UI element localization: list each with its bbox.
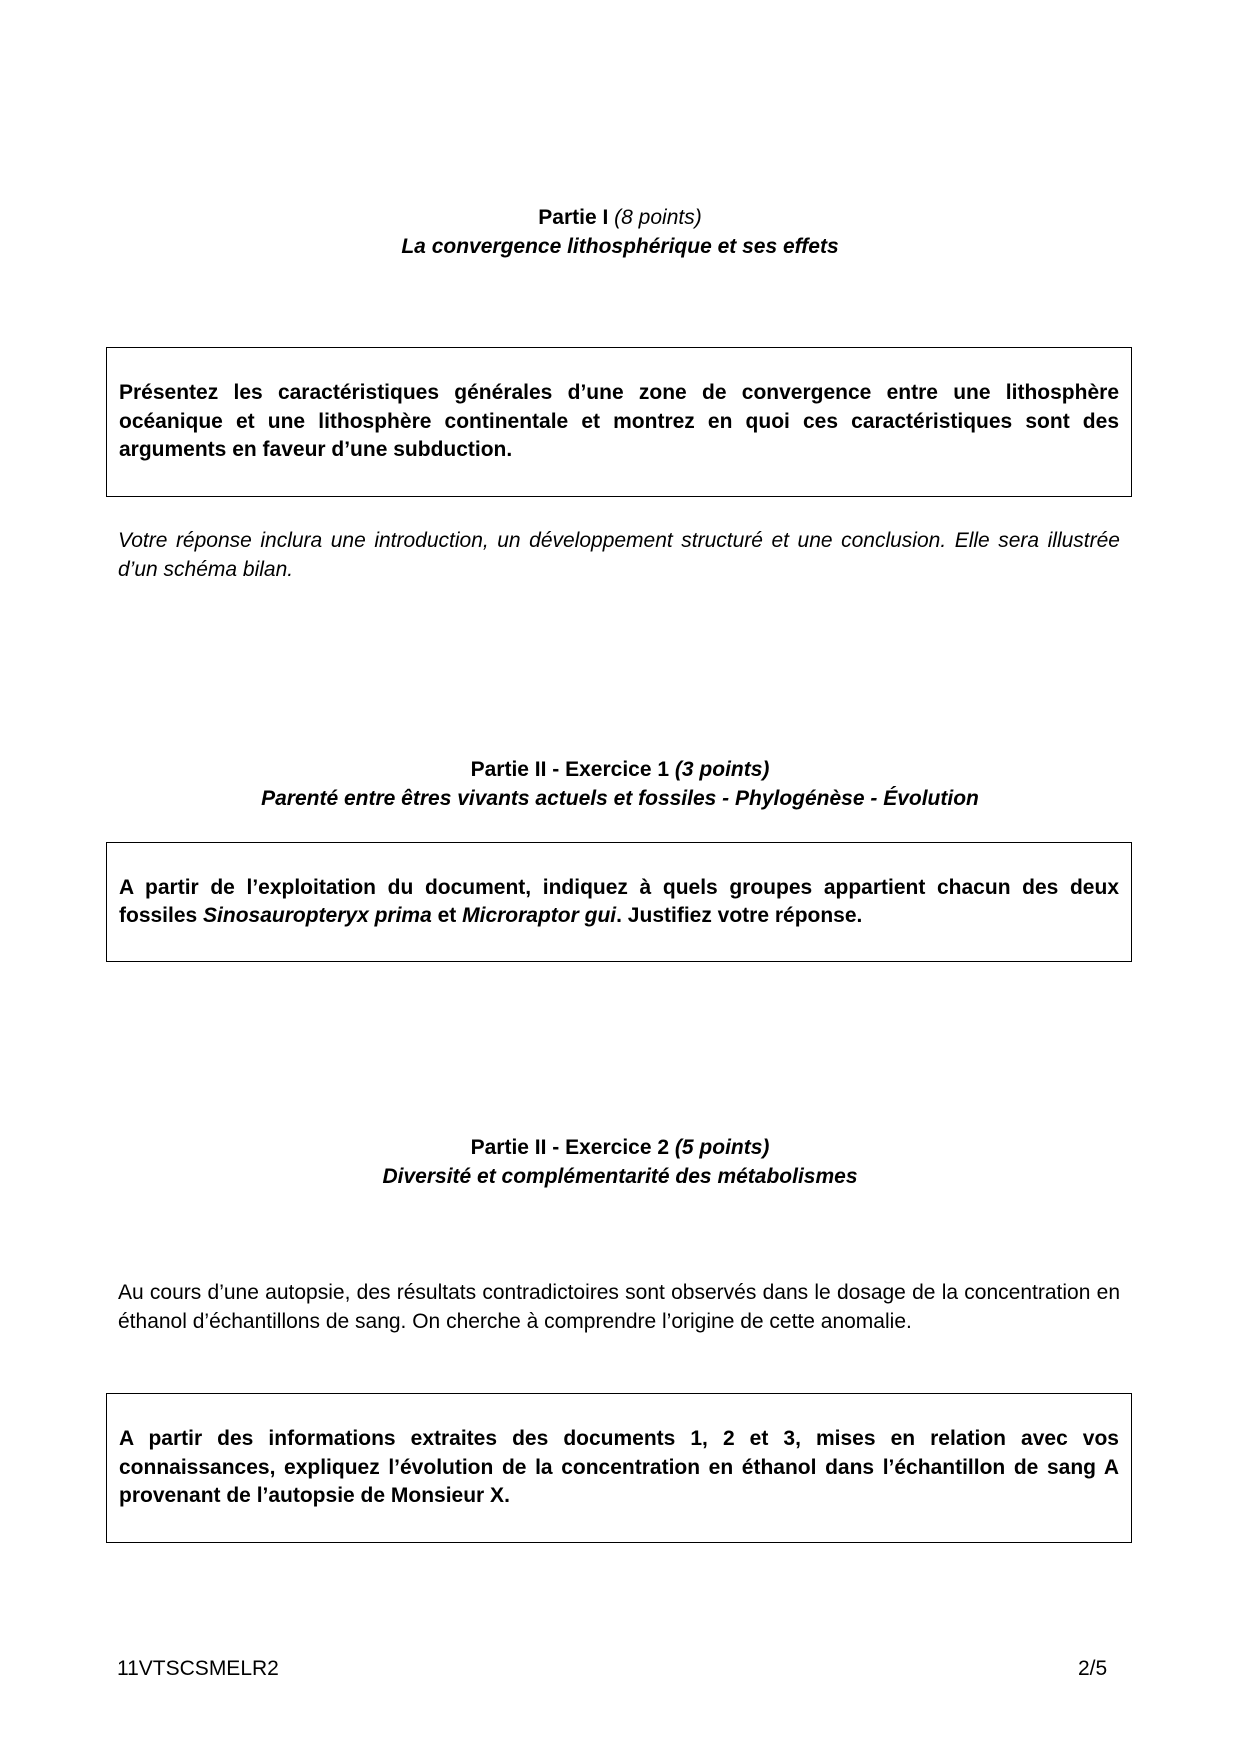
part1-points: (8 points)	[614, 206, 702, 229]
part1-subtitle: La convergence lithosphérique et ses effets	[401, 235, 839, 258]
part2-heading	[0, 756, 1240, 785]
part3-title: Partie II - Exercice 2	[470, 1136, 670, 1159]
part3-heading	[0, 1134, 1240, 1163]
question-text: A partir de l’exploitation du document, indiquez à quels groupes appartient chacun des deux fossiles	[119, 875, 1119, 927]
question-text: et	[431, 904, 463, 927]
part1-question-box	[106, 347, 1132, 497]
fossil-name: Sinosauropteryx prima	[203, 904, 432, 927]
part3-intro: Au cours d’une autopsie, des résultats contradictoires sont observés dans le dosage de la concentration en éthanol d’échantillons de sang. On cherche à comprendre l’origine de cette anomalie.	[118, 1281, 1120, 1333]
part2-question	[119, 874, 1119, 931]
fossil-name: Microraptor gui	[462, 904, 617, 927]
part2-question-box	[106, 842, 1132, 962]
part1-heading	[0, 204, 1240, 233]
part2-points: (3 points)	[674, 758, 770, 781]
part3-question-box	[106, 1393, 1132, 1543]
part2-title: Partie II - Exercice 1	[470, 758, 670, 781]
question-text: . Justifiez votre réponse.	[616, 904, 863, 927]
footer-code: 11VTSCSMELR2	[117, 1657, 279, 1680]
part1-question: Présentez les caractéristiques générales d’une zone de convergence entre une lithosphère océanique et une lithosphère continentale et montrez en quoi ces caractéristiques sont des arguments en faveur d’une subduction.	[119, 381, 1119, 462]
footer-page-number: 2/5	[1078, 1657, 1108, 1680]
part3-subtitle: Diversité et complémentarité des métabolismes	[382, 1165, 858, 1188]
part1-instructions: Votre réponse inclura une introduction, un développement structuré et une conclusion. Elle sera illustrée d’un schéma bilan.	[118, 529, 1120, 581]
part2-subtitle: Parenté entre êtres vivants actuels et fossiles - Phylogénèse - Évolution	[261, 787, 979, 810]
part3-question: A partir des informations extraites des documents 1, 2 et 3, mises en relation avec vos connaissances, expliquez l’évolution de la concentration en éthanol dans l’échantillon de sang A provenant de l’autopsie de Monsieur X.	[119, 1427, 1119, 1508]
part1-title: Partie I	[538, 206, 609, 229]
part3-points: (5 points)	[674, 1136, 770, 1159]
